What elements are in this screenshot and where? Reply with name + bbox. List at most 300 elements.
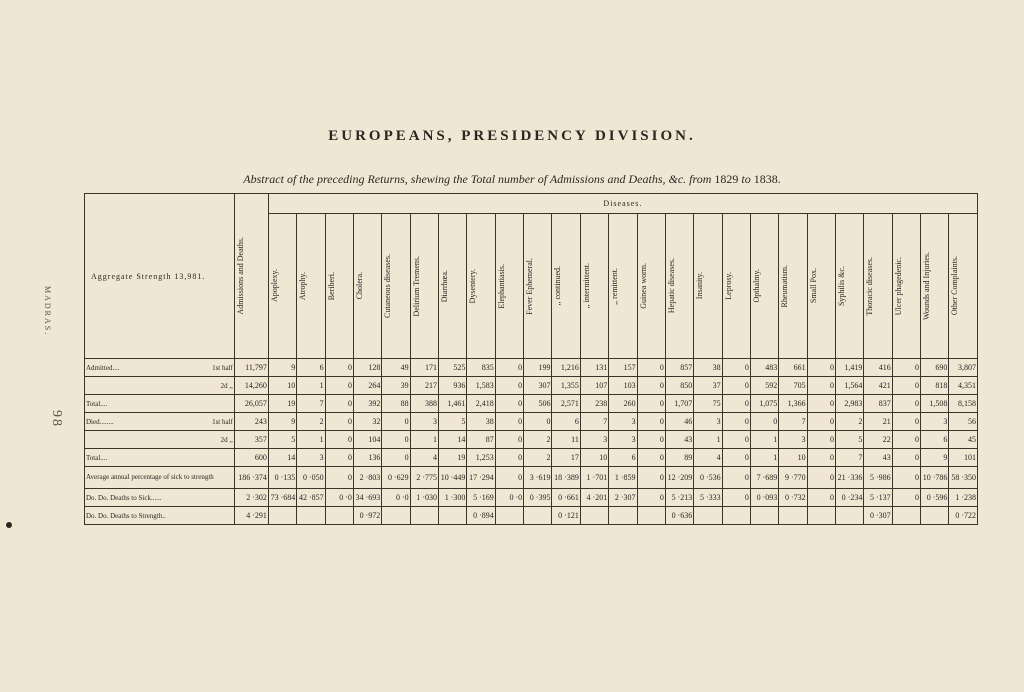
cell: 0 — [892, 395, 920, 413]
column-header — [467, 214, 495, 359]
cell-admissions: 26,057 — [234, 395, 268, 413]
column-header — [268, 214, 296, 359]
column-header — [892, 214, 920, 359]
cell: 4,351 — [949, 377, 978, 395]
cell: 0 ·722 — [949, 507, 978, 525]
cell — [580, 507, 608, 525]
cell: 128 — [353, 359, 381, 377]
cell: 2 — [524, 449, 552, 467]
cell: 38 — [694, 359, 722, 377]
cell: 0 — [637, 489, 665, 507]
cell: 217 — [410, 377, 438, 395]
cell: 0 ·307 — [864, 507, 892, 525]
cell: 9 — [268, 413, 296, 431]
cell — [297, 507, 325, 525]
cell: 6 — [552, 413, 580, 431]
cell: 2 — [524, 431, 552, 449]
cell: 6 — [921, 431, 949, 449]
cell: 3 — [609, 431, 637, 449]
cell: 0 — [637, 359, 665, 377]
cell: 0 ·135 — [268, 467, 296, 489]
cell: 3,807 — [949, 359, 978, 377]
cell: 0 — [495, 467, 523, 489]
cell: 2,571 — [552, 395, 580, 413]
cell: 103 — [609, 377, 637, 395]
row-sub: 2d ,, — [220, 435, 233, 444]
cell: 6 — [297, 359, 325, 377]
cell: 0 — [325, 359, 353, 377]
cell: 0 ·972 — [353, 507, 381, 525]
cell — [410, 507, 438, 525]
column-header — [637, 214, 665, 359]
cell: 0 ·395 — [524, 489, 552, 507]
cell: 0 — [807, 449, 835, 467]
cell: 0 — [892, 359, 920, 377]
cell: 3 — [410, 413, 438, 431]
cell — [609, 507, 637, 525]
cell: 32 — [353, 413, 381, 431]
cell-admissions: 357 — [234, 431, 268, 449]
row-label — [85, 431, 235, 449]
cell: 0 — [637, 413, 665, 431]
cell: 5 ·333 — [694, 489, 722, 507]
cell — [835, 507, 863, 525]
cell: 1,707 — [665, 395, 693, 413]
cell — [921, 507, 949, 525]
cell: 157 — [609, 359, 637, 377]
cell: 19 — [268, 395, 296, 413]
cell: 5 — [835, 431, 863, 449]
column-label: Fever Ephemeral. — [525, 257, 535, 315]
cell: 22 — [864, 431, 892, 449]
cell — [495, 507, 523, 525]
cell: 1 ·701 — [580, 467, 608, 489]
cell: 1,216 — [552, 359, 580, 377]
column-header — [410, 214, 438, 359]
column-header — [694, 214, 722, 359]
cell: 7 — [835, 449, 863, 467]
cell: 0 ·636 — [665, 507, 693, 525]
page-title: EUROPEANS, PRESIDENCY DIVISION. — [328, 128, 696, 144]
row-group: Do. Do. Deaths to Sick...... — [86, 493, 162, 502]
cell: 0 — [722, 377, 750, 395]
cell — [325, 507, 353, 525]
cell: 18 ·389 — [552, 467, 580, 489]
cell: 34 ·693 — [353, 489, 381, 507]
column-label: Diarrhœa. — [440, 269, 450, 303]
column-header — [609, 214, 637, 359]
cell: 0 — [892, 431, 920, 449]
cell: 0 — [637, 431, 665, 449]
cell: 1 — [750, 431, 778, 449]
table-row — [85, 431, 978, 449]
cell — [750, 507, 778, 525]
column-label: ,, remittent. — [610, 267, 620, 305]
column-label: Rheumatism. — [780, 264, 790, 308]
cell: 0 — [637, 377, 665, 395]
page-number: 98 — [49, 410, 64, 428]
cell: 0 ·732 — [779, 489, 807, 507]
cell: 12 ·209 — [665, 467, 693, 489]
cell: 0 — [722, 449, 750, 467]
cell: 0 — [524, 413, 552, 431]
cell: 0 — [495, 449, 523, 467]
cell: 21 — [864, 413, 892, 431]
cell: 0 ·050 — [297, 467, 325, 489]
row-group: Total.... — [86, 399, 108, 408]
cell: 0 — [325, 467, 353, 489]
cell: 0 — [807, 413, 835, 431]
row-label — [85, 467, 235, 489]
column-label: Insanity. — [695, 272, 705, 300]
cell: 14 — [268, 449, 296, 467]
cell: 0 — [495, 359, 523, 377]
cell: 1 ·300 — [439, 489, 467, 507]
cell: 0 ·0 — [495, 489, 523, 507]
cell: 0 — [325, 413, 353, 431]
cell: 1 ·859 — [609, 467, 637, 489]
column-label: Ulcer phagedenic. — [893, 256, 903, 316]
cell: 0 ·093 — [750, 489, 778, 507]
column-header — [835, 214, 863, 359]
cell: 9 — [921, 449, 949, 467]
cell: 0 — [637, 395, 665, 413]
cell: 10 — [779, 449, 807, 467]
column-label: Dysentery. — [468, 268, 478, 304]
row-sub: 1st half — [212, 363, 233, 372]
cell: 0 — [382, 413, 410, 431]
cell: 43 — [665, 431, 693, 449]
cell: 0 — [892, 449, 920, 467]
cell: 0 — [750, 413, 778, 431]
cell-admissions: 243 — [234, 413, 268, 431]
cell: 17 ·294 — [467, 467, 495, 489]
cell: 0 — [495, 431, 523, 449]
cell: 1 — [750, 449, 778, 467]
row-sub: 2d ,, — [220, 381, 233, 390]
cell: 5 ·137 — [864, 489, 892, 507]
cell: 0 — [807, 431, 835, 449]
cell: 19 — [439, 449, 467, 467]
cell: 2 ·307 — [609, 489, 637, 507]
column-header — [297, 214, 325, 359]
cell-admissions: 14,260 — [234, 377, 268, 395]
cell: 5 — [439, 413, 467, 431]
cell — [268, 507, 296, 525]
cell: 260 — [609, 395, 637, 413]
cell: 0 ·536 — [694, 467, 722, 489]
table-row — [85, 359, 978, 377]
subtitle-end-year: 1838. — [753, 172, 781, 186]
cell: 11 — [552, 431, 580, 449]
cell: 1 — [410, 431, 438, 449]
cell: 3 — [297, 449, 325, 467]
cell: 0 — [495, 413, 523, 431]
cell: 5 ·169 — [467, 489, 495, 507]
cell: 0 — [722, 413, 750, 431]
column-label: Delirium Tremens. — [411, 255, 421, 317]
cell: 9 ·770 — [779, 467, 807, 489]
cell: 3 — [921, 413, 949, 431]
column-label: Cutaneous diseases. — [383, 254, 393, 318]
cell: 835 — [467, 359, 495, 377]
cell: 1,419 — [835, 359, 863, 377]
cell: 1 ·238 — [949, 489, 978, 507]
cell: 936 — [439, 377, 467, 395]
cell: 238 — [580, 395, 608, 413]
cell: 0 — [382, 431, 410, 449]
cell: 56 — [949, 413, 978, 431]
cell: 0 — [892, 413, 920, 431]
cell: 8,158 — [949, 395, 978, 413]
cell: 0 — [325, 431, 353, 449]
cell: 10 — [268, 377, 296, 395]
column-header — [921, 214, 949, 359]
cell: 0 — [637, 467, 665, 489]
cell: 199 — [524, 359, 552, 377]
cell-admissions: 2 ·302 — [234, 489, 268, 507]
cell — [807, 507, 835, 525]
cell: 21 ·336 — [835, 467, 863, 489]
column-header — [580, 214, 608, 359]
cell: 49 — [382, 359, 410, 377]
cell: 0 — [382, 449, 410, 467]
cell: 42 ·857 — [297, 489, 325, 507]
cell: 1,461 — [439, 395, 467, 413]
cell: 0 — [495, 395, 523, 413]
cell: 0 ·121 — [552, 507, 580, 525]
cell: 38 — [467, 413, 495, 431]
column-header — [382, 214, 410, 359]
subtitle-from-year: 1829 — [714, 172, 739, 186]
row-label — [85, 507, 235, 525]
column-header — [439, 214, 467, 359]
cell: 1 — [297, 431, 325, 449]
column-label: Elephantiasis. — [496, 263, 506, 309]
cell: 1 ·030 — [410, 489, 438, 507]
cell — [382, 507, 410, 525]
cell: 104 — [353, 431, 381, 449]
abstract-table — [84, 193, 978, 525]
column-label: Beriberi. — [326, 271, 336, 301]
column-header — [353, 214, 381, 359]
subtitle-to: to — [741, 172, 751, 186]
cell: 7 — [580, 413, 608, 431]
cell: 7 — [297, 395, 325, 413]
cell: 0 — [807, 377, 835, 395]
side-label-region: MADRAS. — [43, 286, 52, 337]
cell: 416 — [864, 359, 892, 377]
table-row — [85, 449, 978, 467]
table-row — [85, 377, 978, 395]
cell: 2 — [297, 413, 325, 431]
cell: 0 — [495, 377, 523, 395]
page-subtitle — [0, 172, 1024, 187]
cell: 0 ·596 — [921, 489, 949, 507]
cell: 421 — [864, 377, 892, 395]
cell: 17 — [552, 449, 580, 467]
cell: 0 — [722, 489, 750, 507]
cell — [439, 507, 467, 525]
ink-mark — [6, 522, 12, 528]
row-label — [85, 395, 235, 413]
cell: 0 — [722, 467, 750, 489]
cell: 392 — [353, 395, 381, 413]
cell: 1,253 — [467, 449, 495, 467]
table-row — [85, 467, 978, 489]
row-group: Average annual percentage of sick to strength — [86, 473, 214, 481]
cell-admissions: 4 ·291 — [234, 507, 268, 525]
column-label: Small Pox. — [808, 268, 818, 304]
cell: 4 — [694, 449, 722, 467]
cell: 4 — [410, 449, 438, 467]
column-label: Apoplexy. — [269, 269, 279, 303]
column-header — [552, 214, 580, 359]
abstract-table-container — [84, 193, 978, 520]
column-label: Hepatic diseases. — [666, 258, 676, 314]
cell: 0 — [637, 449, 665, 467]
cell — [637, 507, 665, 525]
subtitle-text: Abstract of the preceding Returns, shewing the Total number of Admissions and Deaths, &c. from — [243, 172, 712, 186]
cell: 0 ·894 — [467, 507, 495, 525]
row-group: Died........ — [86, 417, 114, 426]
row-group: Do. Do. Deaths to Strength.. — [86, 511, 166, 520]
cell: 2 ·803 — [353, 467, 381, 489]
column-header — [722, 214, 750, 359]
cell: 5 — [268, 431, 296, 449]
cell: 857 — [665, 359, 693, 377]
cell: 506 — [524, 395, 552, 413]
cell: 0 — [807, 467, 835, 489]
cell: 89 — [665, 449, 693, 467]
cell: 171 — [410, 359, 438, 377]
cell — [524, 507, 552, 525]
column-header — [779, 214, 807, 359]
cell: 0 ·0 — [382, 489, 410, 507]
cell: 0 — [892, 489, 920, 507]
column-header — [750, 214, 778, 359]
cell: 0 — [892, 467, 920, 489]
cell: 5 ·986 — [864, 467, 892, 489]
cell: 39 — [382, 377, 410, 395]
table-row — [85, 489, 978, 507]
cell: 3 — [694, 413, 722, 431]
row-sub: 1st half — [212, 417, 233, 426]
cell: 3 ·619 — [524, 467, 552, 489]
cell: 131 — [580, 359, 608, 377]
row-label — [85, 449, 235, 467]
cell: 0 ·629 — [382, 467, 410, 489]
cell: 818 — [921, 377, 949, 395]
cell: 107 — [580, 377, 608, 395]
column-label: Syphilis &c. — [836, 265, 846, 306]
column-label: Leprosy. — [723, 272, 733, 300]
column-label: Cholera. — [354, 272, 364, 300]
diseases-header: Diseases. — [268, 194, 977, 214]
cell: 525 — [439, 359, 467, 377]
cell: 264 — [353, 377, 381, 395]
column-label: Opthalmy. — [751, 269, 761, 303]
cell: 1,366 — [779, 395, 807, 413]
cell: 73 ·684 — [268, 489, 296, 507]
cell: 592 — [750, 377, 778, 395]
cell: 0 ·661 — [552, 489, 580, 507]
cell: 37 — [694, 377, 722, 395]
column-header — [524, 214, 552, 359]
cell: 75 — [694, 395, 722, 413]
cell: 0 — [325, 449, 353, 467]
cell: 6 — [609, 449, 637, 467]
aggregate-strength-header: Aggregate Strength 13,981. — [85, 194, 235, 359]
row-label — [85, 413, 235, 431]
cell: 850 — [665, 377, 693, 395]
row-group: Admitted.... — [86, 363, 120, 372]
cell: 0 ·0 — [325, 489, 353, 507]
cell: 1,564 — [835, 377, 863, 395]
column-label: Atrophy. — [298, 271, 308, 301]
cell: 10 ·786 — [921, 467, 949, 489]
cell: 9 — [268, 359, 296, 377]
column-header — [495, 214, 523, 359]
column-header — [949, 214, 978, 359]
row-label — [85, 489, 235, 507]
cell: 10 — [580, 449, 608, 467]
cell: 0 — [722, 431, 750, 449]
column-label: Other Complaints. — [950, 256, 960, 316]
cell — [722, 507, 750, 525]
cell: 58 ·350 — [949, 467, 978, 489]
cell — [892, 507, 920, 525]
cell: 1,583 — [467, 377, 495, 395]
column-label: ,, continued. — [553, 266, 563, 306]
cell: 87 — [467, 431, 495, 449]
cell: 88 — [382, 395, 410, 413]
cell: 4 ·201 — [580, 489, 608, 507]
cell: 3 — [580, 431, 608, 449]
column-label: Guinea worm. — [638, 263, 648, 309]
cell: 0 — [325, 377, 353, 395]
cell: 483 — [750, 359, 778, 377]
column-label: Wounds and Injuries. — [922, 251, 931, 320]
column-header — [325, 214, 353, 359]
cell: 14 — [439, 431, 467, 449]
table-row — [85, 413, 978, 431]
cell: 661 — [779, 359, 807, 377]
cell: 2 — [835, 413, 863, 431]
cell: 3 — [779, 431, 807, 449]
cell: 5 ·213 — [665, 489, 693, 507]
cell: 1,355 — [552, 377, 580, 395]
row-label — [85, 377, 235, 395]
cell — [694, 507, 722, 525]
cell: 43 — [864, 449, 892, 467]
cell: 45 — [949, 431, 978, 449]
cell: 0 — [892, 377, 920, 395]
cell: 101 — [949, 449, 978, 467]
column-label: ,, intermittent. — [581, 263, 591, 309]
cell: 0 — [325, 395, 353, 413]
cell-admissions: 186 ·374 — [234, 467, 268, 489]
cell: 1,075 — [750, 395, 778, 413]
column-header — [807, 214, 835, 359]
cell: 1 — [694, 431, 722, 449]
row-label — [85, 359, 235, 377]
cell: 7 — [779, 413, 807, 431]
cell: 1 — [297, 377, 325, 395]
row-group: Total.... — [86, 453, 108, 462]
cell: 0 — [722, 395, 750, 413]
cell: 307 — [524, 377, 552, 395]
